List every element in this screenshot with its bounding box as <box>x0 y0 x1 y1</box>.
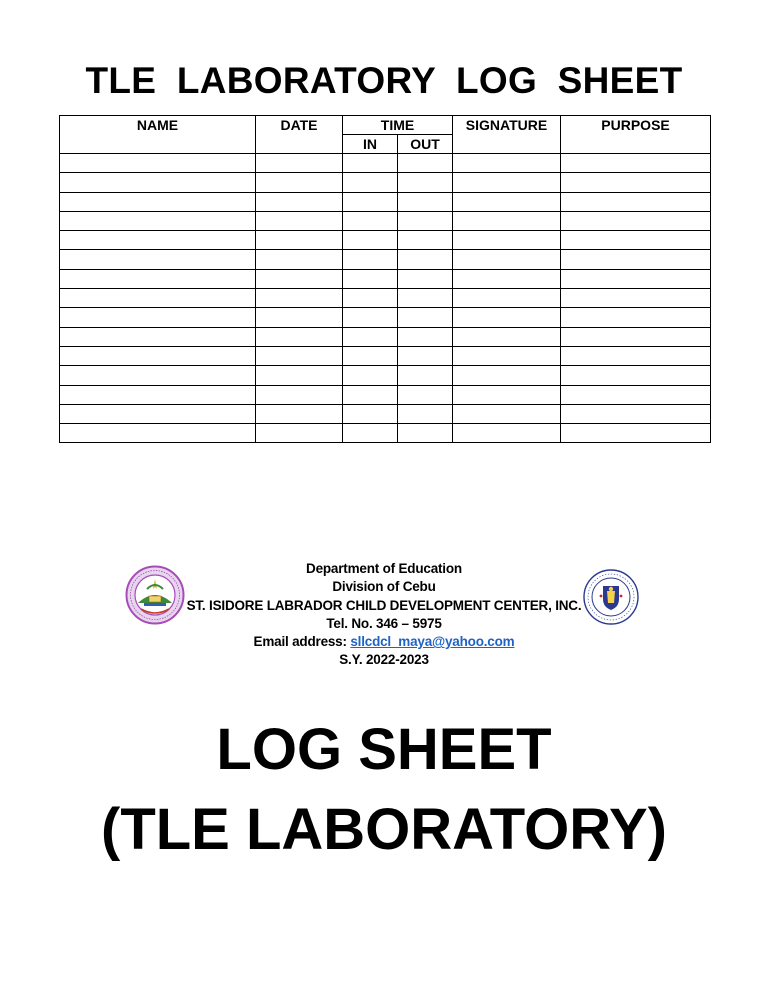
department-name: Department of Education <box>306 561 462 576</box>
cell-date <box>256 250 343 269</box>
cell-name <box>60 154 256 173</box>
cell-time-in <box>343 250 398 269</box>
cell-name <box>60 173 256 192</box>
cell-signature <box>453 385 561 404</box>
log-sheet-title: TLE LABORATORY LOG SHEET <box>85 60 683 101</box>
cell-time-out <box>398 346 453 365</box>
cell-time-in <box>343 289 398 308</box>
cell-name <box>60 308 256 327</box>
table-row <box>60 327 711 346</box>
cell-purpose <box>561 269 711 288</box>
cell-purpose <box>561 211 711 230</box>
school-name: ST. ISIDORE LABRADOR CHILD DEVELOPMENT CENTER, INC. <box>186 597 582 613</box>
cell-date <box>256 346 343 365</box>
cell-signature <box>453 231 561 250</box>
cell-name <box>60 250 256 269</box>
cell-time-out <box>398 269 453 288</box>
table-row <box>60 154 711 173</box>
cell-date <box>256 231 343 250</box>
column-header-time: TIME <box>343 116 453 135</box>
cell-date <box>256 192 343 211</box>
cell-time-out <box>398 289 453 308</box>
cover-title-line1: LOG SHEET <box>216 717 552 782</box>
school-year: S.Y. 2022-2023 <box>339 652 429 668</box>
cell-date <box>256 366 343 385</box>
table-row <box>60 346 711 365</box>
cell-date <box>256 385 343 404</box>
cell-time-out <box>398 385 453 404</box>
email-link[interactable]: sllcdcl_maya@yahoo.com <box>350 634 515 650</box>
table-row <box>60 231 711 250</box>
cell-name <box>60 327 256 346</box>
cell-name <box>60 269 256 288</box>
cell-purpose <box>561 424 711 443</box>
table-row <box>60 173 711 192</box>
cell-purpose <box>561 404 711 423</box>
table-row <box>60 269 711 288</box>
cell-signature <box>453 404 561 423</box>
cell-time-out <box>398 424 453 443</box>
table-row <box>60 366 711 385</box>
cell-date <box>256 424 343 443</box>
cell-date <box>256 269 343 288</box>
cell-purpose <box>561 154 711 173</box>
cell-time-in <box>343 269 398 288</box>
cell-purpose <box>561 173 711 192</box>
cell-signature <box>453 269 561 288</box>
cell-date <box>256 173 343 192</box>
table-row <box>60 404 711 423</box>
cell-signature <box>453 154 561 173</box>
cell-time-out <box>398 250 453 269</box>
cell-purpose <box>561 327 711 346</box>
cell-name <box>60 192 256 211</box>
cell-date <box>256 289 343 308</box>
table-row <box>60 211 711 230</box>
cell-signature <box>453 366 561 385</box>
cell-time-out <box>398 231 453 250</box>
cell-time-out <box>398 173 453 192</box>
cell-time-in <box>343 424 398 443</box>
cell-time-out <box>398 192 453 211</box>
cell-signature <box>453 308 561 327</box>
table-row <box>60 289 711 308</box>
cell-signature <box>453 327 561 346</box>
cell-time-in <box>343 308 398 327</box>
cell-name <box>60 211 256 230</box>
cell-time-in <box>343 327 398 346</box>
cell-time-out <box>398 211 453 230</box>
cell-name <box>60 366 256 385</box>
table-row <box>60 250 711 269</box>
cell-signature <box>453 211 561 230</box>
cell-time-out <box>398 154 453 173</box>
cell-time-in <box>343 404 398 423</box>
cell-signature <box>453 250 561 269</box>
cell-time-in <box>343 211 398 230</box>
school-header <box>0 560 768 670</box>
cell-name <box>60 289 256 308</box>
cell-purpose <box>561 366 711 385</box>
log-table <box>59 115 711 443</box>
cell-purpose <box>561 385 711 404</box>
cell-time-in <box>343 173 398 192</box>
telephone-number: Tel. No. 346 – 5975 <box>326 615 442 631</box>
cell-signature <box>453 173 561 192</box>
cell-date <box>256 154 343 173</box>
column-header-purpose: PURPOSE <box>561 116 711 154</box>
cell-date <box>256 327 343 346</box>
column-header-time-in: IN <box>343 135 398 154</box>
email-line <box>0 633 768 651</box>
cell-purpose <box>561 250 711 269</box>
cell-time-in <box>343 385 398 404</box>
column-header-name: NAME <box>60 116 256 154</box>
cell-time-out <box>398 308 453 327</box>
cell-signature <box>453 346 561 365</box>
cell-time-out <box>398 404 453 423</box>
cell-time-in <box>343 366 398 385</box>
cell-date <box>256 308 343 327</box>
division-name: Division of Cebu <box>332 579 436 595</box>
column-header-time-out: OUT <box>398 135 453 154</box>
cell-name <box>60 231 256 250</box>
table-row <box>60 424 711 443</box>
cell-name <box>60 404 256 423</box>
cell-name <box>60 385 256 404</box>
cell-date <box>256 211 343 230</box>
cell-time-out <box>398 366 453 385</box>
cell-purpose <box>561 289 711 308</box>
cell-purpose <box>561 308 711 327</box>
cell-time-in <box>343 192 398 211</box>
cell-purpose <box>561 346 711 365</box>
cell-time-in <box>343 231 398 250</box>
cell-date <box>256 404 343 423</box>
cell-purpose <box>561 192 711 211</box>
column-header-signature: SIGNATURE <box>453 116 561 154</box>
cell-time-out <box>398 327 453 346</box>
cell-name <box>60 346 256 365</box>
cell-signature <box>453 424 561 443</box>
cell-signature <box>453 289 561 308</box>
column-header-date: DATE <box>256 116 343 154</box>
cell-signature <box>453 192 561 211</box>
table-row <box>60 385 711 404</box>
table-row <box>60 192 711 211</box>
cell-purpose <box>561 231 711 250</box>
cover-title-line2: (TLE LABORATORY) <box>101 797 667 862</box>
cell-name <box>60 424 256 443</box>
table-row <box>60 308 711 327</box>
email-label: Email address: <box>253 634 347 650</box>
cell-time-in <box>343 154 398 173</box>
cell-time-in <box>343 346 398 365</box>
